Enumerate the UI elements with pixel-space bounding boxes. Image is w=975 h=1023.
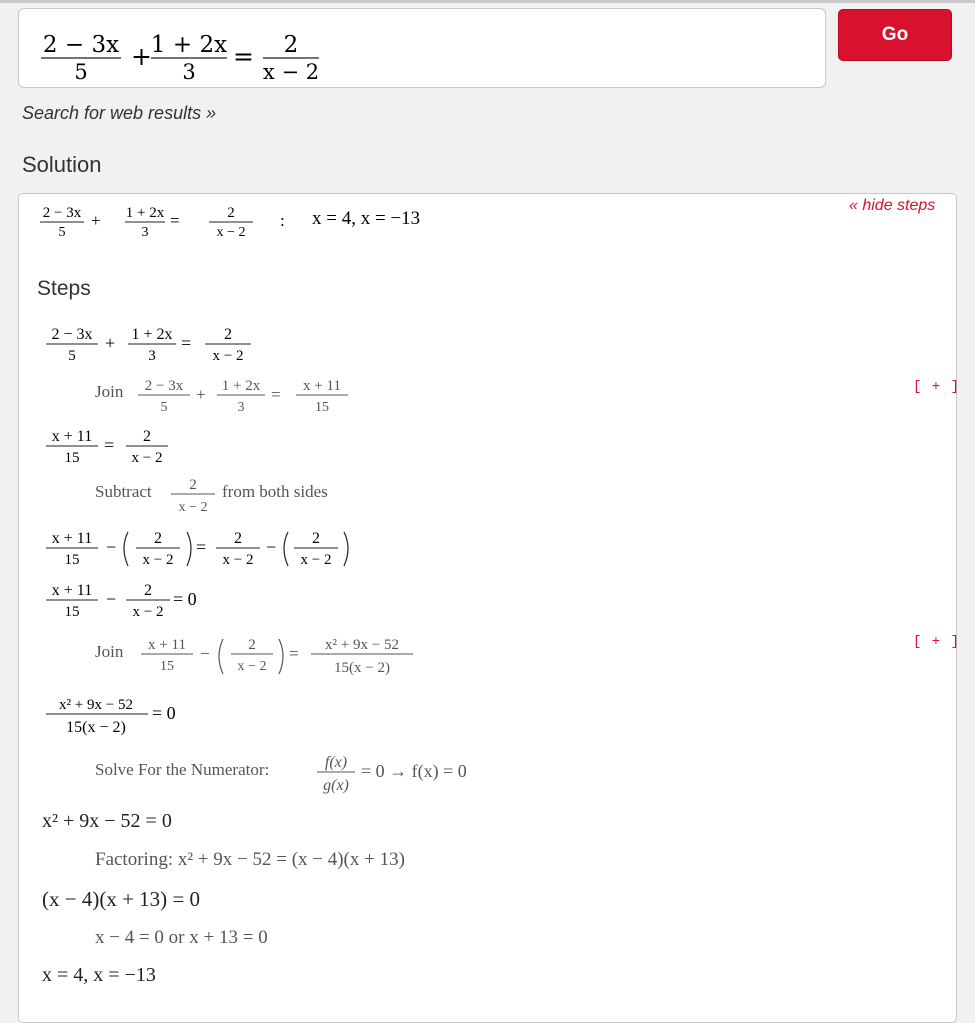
step-word: Join (95, 642, 124, 661)
step-7-join (95, 632, 435, 682)
frac-num: 2 (154, 530, 162, 547)
step-4-subtract (95, 474, 395, 518)
summary-den-2: 3 (141, 225, 149, 240)
frac-den: 3 (148, 348, 156, 364)
frac-num: 2 (234, 530, 242, 547)
summary-num-2: 1 + 2x (125, 205, 165, 221)
frac-num: 2 (144, 582, 152, 599)
equals-zero: = 0 (152, 703, 176, 723)
step-5-equation (42, 526, 382, 574)
summary-num-1: 2 − 3x (42, 205, 82, 221)
frac-num: x² + 9x − 52 (59, 697, 133, 713)
minus-sign: − (106, 537, 117, 557)
paren-right (344, 532, 348, 566)
equals-sign: = (170, 211, 180, 230)
input-equation (19, 9, 419, 89)
top-border (0, 0, 975, 3)
frac-num: x + 11 (303, 378, 341, 394)
frac-num: f(x) (324, 754, 348, 771)
plus-sign: + (105, 333, 116, 353)
minus-sign: − (106, 589, 117, 609)
frac-den: x − 2 (237, 659, 267, 674)
input-num-2: 1 + 2x (150, 32, 228, 58)
paren-right (187, 532, 191, 566)
summary-result: x = 4, x = −13 (312, 208, 421, 229)
minus-sign: − (200, 644, 210, 663)
frac-den: x − 2 (300, 552, 332, 568)
input-num-1: 2 − 3x (42, 32, 120, 58)
frac-den: x − 2 (212, 348, 244, 364)
frac-den: 15 (315, 400, 329, 415)
step-3-equation (42, 424, 242, 468)
frac-den: 15 (64, 552, 80, 568)
paren-left (284, 532, 288, 566)
step-13-cases: x − 4 = 0 or x + 13 = 0 (95, 927, 268, 948)
equals-sign: = (181, 333, 192, 353)
equals-sign: = (233, 42, 254, 71)
equals-sign: = (271, 385, 281, 404)
plus-sign: + (131, 42, 152, 71)
frac-den: g(x) (323, 777, 349, 794)
step-9-numerator (95, 750, 535, 800)
frac-num: x + 11 (51, 428, 93, 445)
step-word: Join (95, 382, 124, 401)
solution-summary (37, 200, 517, 244)
step-text: Solve For the Numerator: (95, 760, 270, 779)
expand-step-button[interactable]: [ + ] (913, 379, 961, 395)
frac-den: 15 (64, 450, 80, 466)
step-14-result: x = 4, x = −13 (42, 964, 156, 986)
frac-den: x − 2 (142, 552, 174, 568)
plus-sign: + (91, 211, 101, 230)
frac-den: x − 2 (131, 450, 163, 466)
frac-num: 2 (189, 477, 197, 493)
frac-num: 2 (248, 637, 256, 653)
frac-num: 2 − 3x (51, 326, 93, 343)
paren-left (124, 532, 128, 566)
frac-den: 15(x − 2) (66, 719, 126, 736)
frac-den: x − 2 (178, 500, 208, 515)
frac-den: 5 (68, 348, 76, 364)
expand-step-button[interactable]: [ + ] (913, 634, 961, 650)
paren-left (219, 639, 223, 674)
frac-den: 3 (237, 400, 245, 415)
step-2-join (95, 376, 415, 420)
paren-right (279, 639, 283, 674)
frac-num: x² + 9x − 52 (325, 637, 399, 653)
frac-num: 2 (224, 326, 232, 343)
frac-num: x + 11 (51, 582, 93, 599)
step-6-equation (42, 578, 262, 622)
input-den-3: x − 2 (262, 60, 320, 84)
equals-zero: = 0 (173, 589, 197, 609)
frac-num: 1 + 2x (131, 326, 173, 343)
summary-den-3: x − 2 (216, 225, 246, 240)
colon: : (280, 211, 285, 230)
frac-num: 2 − 3x (144, 378, 184, 394)
step-word: Subtract (95, 482, 152, 501)
search-web-results-link[interactable]: Search for web results » (22, 103, 217, 123)
summary-den-1: 5 (58, 225, 66, 240)
equation-input[interactable] (18, 8, 826, 88)
equals-sign: = (104, 435, 115, 455)
input-den-2: 3 (182, 60, 196, 84)
frac-den: 15(x − 2) (334, 660, 390, 676)
frac-num: x + 11 (148, 637, 186, 653)
frac-num: 1 + 2x (221, 378, 261, 394)
step-tail: from both sides (222, 482, 328, 501)
frac-den: 15 (64, 604, 80, 620)
steps-heading: Steps (37, 277, 91, 300)
step-8-equation (42, 692, 242, 740)
input-den-1: 5 (74, 60, 88, 84)
frac-den: x − 2 (222, 552, 254, 568)
step-10-equation: x² + 9x − 52 = 0 (42, 810, 172, 832)
solution-heading: Solution (22, 152, 102, 177)
hide-steps-link[interactable]: « hide steps (849, 197, 936, 214)
summary-num-3: 2 (227, 205, 235, 221)
step-11-factoring: Factoring: x² + 9x − 52 = (x − 4)(x + 13) (95, 849, 405, 870)
step-12-equation: (x − 4)(x + 13) = 0 (42, 887, 201, 911)
equals-sign: = (289, 644, 299, 663)
frac-num: x + 11 (51, 530, 93, 547)
go-button[interactable]: Go (838, 9, 952, 61)
input-num-3: 2 (283, 32, 299, 58)
frac-num: 2 (143, 428, 151, 445)
plus-sign: + (196, 385, 206, 404)
frac-num: 2 (312, 530, 320, 547)
equals-sign: = (196, 537, 207, 557)
frac-den: 5 (160, 400, 168, 415)
minus-sign: − (266, 537, 277, 557)
step-tail: = 0 → f(x) = 0 (361, 761, 467, 781)
frac-den: x − 2 (132, 604, 164, 620)
frac-den: 15 (160, 659, 174, 674)
step-1-equation (42, 322, 302, 366)
